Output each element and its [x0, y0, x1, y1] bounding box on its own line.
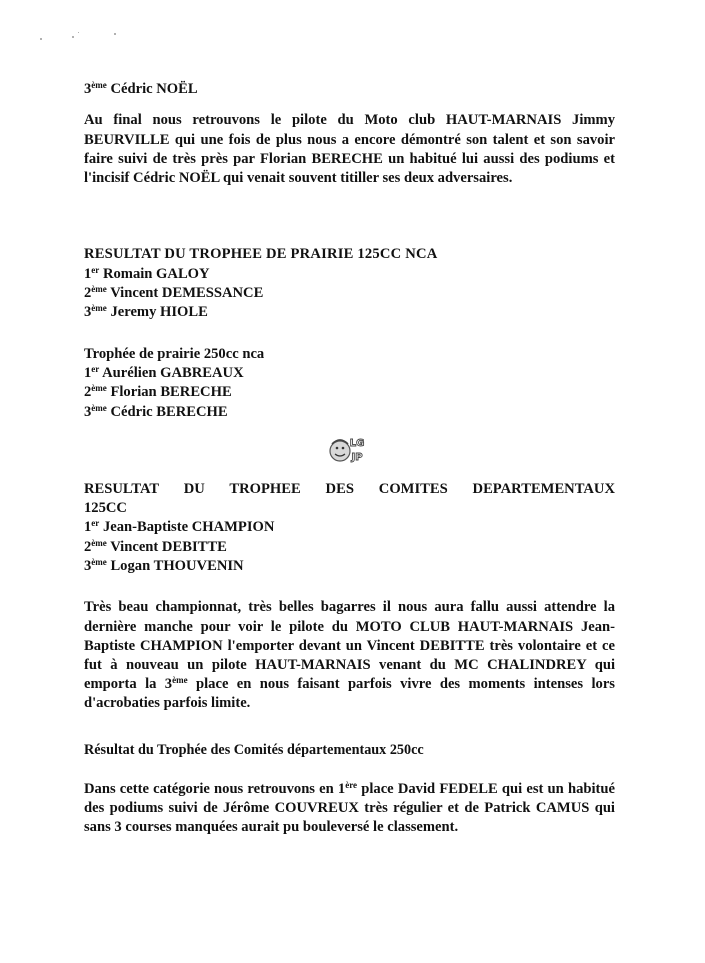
result-name: Cédric BERECHE — [110, 403, 228, 420]
paragraph-text: Dans cette catégorie nous retrouvons en 1 — [84, 780, 346, 797]
comites-125-paragraph — [84, 598, 615, 713]
result-ordinal-suffix: ème — [91, 303, 107, 314]
result-name: Jean-Baptiste CHAMPION — [102, 519, 275, 536]
paragraph-text: place en nous faisant parfois vivre des moments intenses lors d'acrobaties parfois limite. — [84, 676, 615, 712]
result-ordinal: 1 — [84, 364, 92, 381]
scan-speck — [40, 38, 42, 40]
podium-ordinal-suffix: ème — [91, 80, 107, 90]
result-ordinal-suffix: er — [91, 264, 100, 275]
result-name: Vincent DEBITTE — [110, 538, 227, 555]
paragraph-text: place David FEDELE qui est un habitué des podiums suivi de Jérôme COUVREUX très régulier et de Patrick CAMUS qui sans 3 courses manquées aurait pu bouleversé le classement. — [84, 780, 615, 836]
result-ordinal-suffix: ème — [91, 402, 107, 413]
prairie-250-results — [84, 364, 615, 422]
document-body — [84, 80, 615, 837]
result-ordinal-suffix: er — [91, 518, 100, 529]
result-line — [84, 518, 615, 537]
scan-speck — [114, 33, 116, 35]
result-ordinal: 2 — [84, 285, 92, 302]
paragraph-sup: ère — [345, 779, 358, 790]
result-ordinal-suffix: er — [91, 363, 100, 374]
summary-paragraph: Au final nous retrouvons le pilote du Moto club HAUT-MARNAIS Jimmy BEURVILLE qui une fois de plus nous a encore démontré son talent et son savoir faire suivi de très près par Florian BERECHE un habitué lui aussi des podiums et l'incisif Cédric NOËL qui venait souvent titiller ses deux adversaires. — [84, 112, 615, 187]
logo-area — [84, 422, 615, 480]
result-name: Aurélien GABREAUX — [102, 364, 244, 381]
scan-specks — [40, 30, 130, 50]
result-ordinal: 2 — [84, 538, 92, 555]
comites-125-results — [84, 518, 615, 576]
result-name: Jeremy HIOLE — [110, 304, 208, 321]
comites-250-title: Résultat du Trophée des Comités départementaux 250cc — [84, 741, 424, 758]
result-ordinal-suffix: ème — [91, 557, 107, 568]
result-ordinal: 2 — [84, 384, 92, 401]
scan-speck — [78, 32, 79, 33]
result-name: Romain GALOY — [102, 265, 210, 282]
prairie-250-title: Trophée de prairie 250cc nca — [84, 345, 265, 362]
result-line — [84, 265, 615, 284]
paragraph-sup: ème — [172, 675, 188, 686]
result-name: Florian BERECHE — [110, 384, 232, 401]
result-line — [84, 284, 615, 303]
prairie-125-results — [84, 265, 615, 323]
intro-podium-line — [84, 80, 615, 99]
logo-text-bottom: JP — [351, 451, 363, 463]
logo-text-top: LG — [349, 437, 365, 449]
result-line — [84, 364, 615, 383]
scan-speck — [72, 36, 74, 38]
result-ordinal-suffix: ème — [91, 284, 107, 295]
result-ordinal: 3 — [84, 403, 92, 420]
result-line — [84, 303, 615, 322]
prairie-125-title: RESULTAT DU TROPHEE DE PRAIRIE 125CC NCA — [84, 246, 438, 263]
result-name: Logan THOUVENIN — [110, 558, 244, 575]
result-name: Vincent DEMESSANCE — [110, 285, 264, 302]
comites-250-paragraph — [84, 780, 615, 838]
paragraph-text: Très beau championnat, très belles bagarres il nous aura fallu aussi attendre la dernière manche pour voir le pilote du MOTO CLUB HAUT-MARNAIS Jean-Baptiste CHAMPION l'emporter devant un Vincent DEBITTE très volontaire et ce fut à nouveau un pilote HAUT-MARNAIS venant du MC CHALINDREY qui emporta la 3 — [84, 599, 615, 693]
result-line — [84, 383, 615, 402]
podium-ordinal: 3 — [84, 81, 92, 97]
result-ordinal: 1 — [84, 265, 92, 282]
result-ordinal: 3 — [84, 304, 92, 321]
comites-125-title-line1: RESULTAT DU TROPHEE DES COMITES DEPARTEMENTAUX — [84, 480, 615, 497]
result-ordinal: 1 — [84, 519, 92, 536]
result-line — [84, 538, 615, 557]
result-ordinal: 3 — [84, 558, 92, 575]
podium-name: Cédric NOËL — [110, 81, 198, 97]
result-line — [84, 403, 615, 422]
result-ordinal-suffix: ème — [91, 383, 107, 394]
face-logo-icon — [328, 432, 366, 466]
result-line — [84, 557, 615, 576]
result-ordinal-suffix: ème — [91, 537, 107, 548]
comites-125-title-line2: 125CC — [84, 500, 127, 517]
